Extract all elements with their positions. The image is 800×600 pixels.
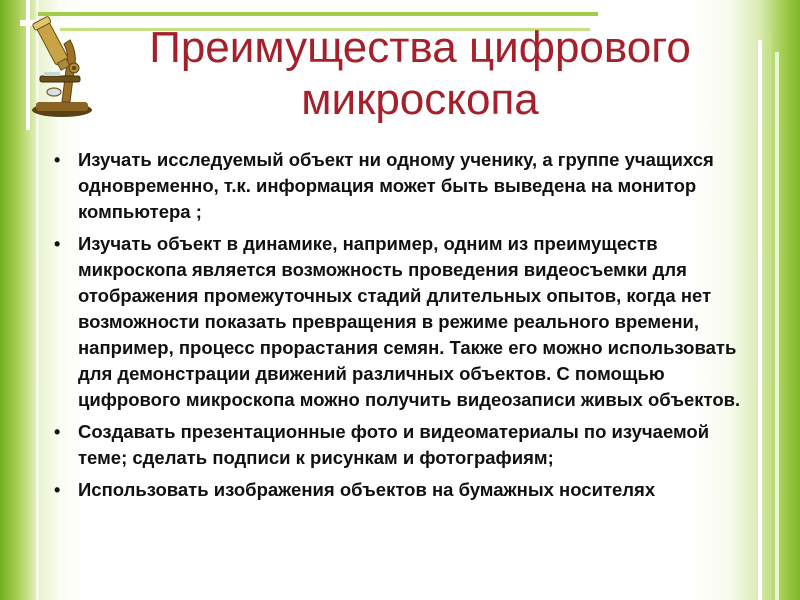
- slide-content: [52, 147, 752, 509]
- bullet-marker: •: [54, 422, 61, 442]
- bullet-item: [52, 477, 752, 503]
- bullet-list: [52, 147, 752, 503]
- bullet-marker: •: [54, 480, 61, 500]
- decorative-stripe: [768, 30, 771, 600]
- bullet-text: Создавать презентационные фото и видеоматериалы по изучаемой теме; сделать подписи к рисункам и фотографиям;: [78, 421, 710, 468]
- microscope-icon: [26, 10, 96, 118]
- bullet-item: [52, 231, 752, 413]
- bullet-marker: •: [54, 234, 61, 254]
- bullet-text: Использовать изображения объектов на бумажных носителях: [78, 479, 656, 500]
- decorative-stripe: [775, 52, 779, 600]
- bullet-item: [52, 419, 752, 471]
- bullet-text: Изучать исследуемый объект ни одному ученику, а группе учащихся одновременно, т.к. информация может быть выведена на монитор компьютера ;: [78, 149, 714, 222]
- slide-title: Преимущества цифрового микроскопа: [149, 23, 691, 124]
- decorative-stripe: [758, 40, 762, 600]
- bullet-text: Изучать объект в динамике, например, одним из преимуществ микроскопа является возможность проведения видеосъемки для отображения промежуточных стадий длительных опытов, когда нет возможности показать превращения в режиме реального времени, например, процесс прорастания семян. Также его можно использовать для демонстрации движений различных объектов. С помощью цифрового микроскопа можно получить видеозаписи живых объектов.: [78, 233, 741, 410]
- decorative-stripe: [38, 12, 598, 16]
- bullet-marker: •: [54, 150, 61, 170]
- bullet-item: [52, 147, 752, 225]
